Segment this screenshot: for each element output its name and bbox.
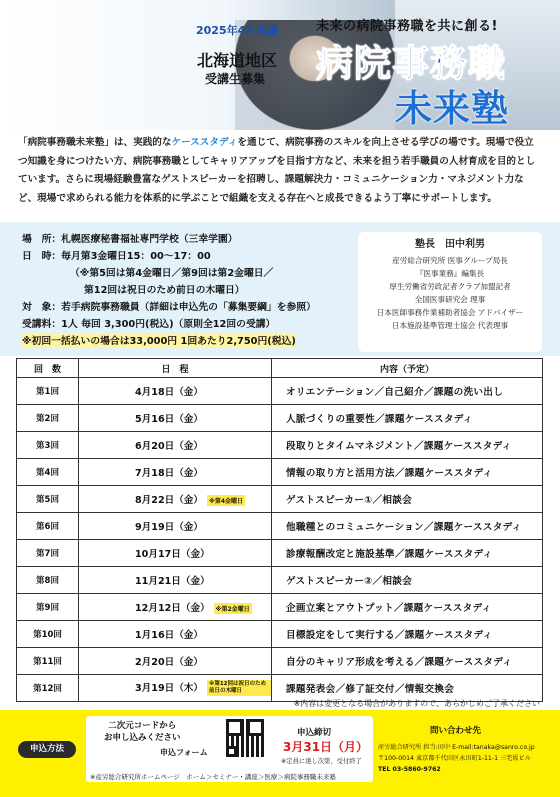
session-no: 第3回 bbox=[17, 432, 79, 459]
table-row bbox=[17, 486, 543, 513]
profile-line: 日本医師事務作業補助者協会 アドバイザー bbox=[376, 308, 524, 317]
session-no: 第9回 bbox=[17, 594, 79, 621]
slogan: 未来の病院事務職を共に創る! bbox=[316, 19, 498, 34]
profile-line: 『医事業務』編集長 bbox=[415, 269, 485, 278]
contact-address: 〒100-0014 東京都千代田区永田町1-11-1 三宅坂ビル bbox=[378, 755, 531, 762]
deadline-date: 3月31日（月） bbox=[283, 740, 369, 754]
table-row bbox=[17, 378, 543, 405]
session-no: 第11回 bbox=[17, 648, 79, 675]
schedule-header-row bbox=[17, 359, 543, 378]
contact-title: 問い合わせ先 bbox=[430, 726, 482, 736]
session-date bbox=[79, 621, 272, 648]
lump-sum-line: ※初回一括払いの場合は33,000円 1回あたり2,750円(税込) bbox=[22, 333, 296, 347]
header-content: 内容（予定） bbox=[272, 359, 543, 378]
qr-lead-line1: 二次元コードから bbox=[108, 721, 177, 731]
website-path: ※産労総合研究所ホームページ ホーム＞セミナー・講座＞医療＞病院事務職未来塾 bbox=[90, 773, 336, 781]
date-text: 4月18日（金） bbox=[135, 387, 203, 398]
table-row bbox=[17, 405, 543, 432]
session-no: 第6回 bbox=[17, 513, 79, 540]
session-content: ゲストスピーカー②／相談会 bbox=[272, 567, 543, 594]
session-date bbox=[79, 648, 272, 675]
session-content: 人脈づくりの重要性／課題ケーススタディ bbox=[272, 405, 543, 432]
intro-text-1: 「病院事務職未来塾」は、実践的な bbox=[18, 137, 172, 148]
date-text: 3月19日（木） bbox=[135, 683, 203, 694]
qr-lead-line2: お申し込みください bbox=[104, 733, 181, 743]
session-no: 第1回 bbox=[17, 378, 79, 405]
page-title-line1: 病院事務職 bbox=[316, 42, 506, 85]
recruit-label: 受講生募集 bbox=[205, 72, 266, 86]
session-no: 第10回 bbox=[17, 621, 79, 648]
session-no: 第12回 bbox=[17, 675, 79, 702]
session-date bbox=[79, 405, 272, 432]
qr-finder-icon bbox=[226, 746, 237, 757]
session-content: 自分のキャリア形成を考える／課題ケーススタディ bbox=[272, 648, 543, 675]
session-content: ゲストスピーカー①／相談会 bbox=[272, 486, 543, 513]
deadline-label: 申込締切 bbox=[297, 728, 332, 738]
contact-details bbox=[378, 742, 535, 775]
session-date bbox=[79, 675, 272, 702]
profile-line: 厚生労働省労政記者クラブ加盟記者 bbox=[389, 282, 511, 291]
time-note-2: 第12回は祝日のため前日の木曜日） bbox=[84, 285, 245, 296]
date-text: 2月20日（金） bbox=[135, 657, 203, 668]
date-text: 9月19日（金） bbox=[135, 522, 203, 533]
table-row bbox=[17, 513, 543, 540]
page-title-line2: 未来塾 bbox=[395, 87, 509, 130]
schedule-table bbox=[16, 358, 543, 702]
qr-instruction bbox=[104, 720, 181, 744]
session-content: 他職種とのコミュニケーション／課題ケーススタディ bbox=[272, 513, 543, 540]
time-line: 日 時：毎月第3金曜日15：00～17：00 bbox=[22, 251, 211, 262]
table-row bbox=[17, 621, 543, 648]
session-date bbox=[79, 459, 272, 486]
date-badge: ※第2金曜日 bbox=[214, 603, 252, 614]
table-row bbox=[17, 459, 543, 486]
date-text: 1月16日（金） bbox=[135, 630, 203, 641]
table-row bbox=[17, 540, 543, 567]
start-date-label: 2025年4月開講 bbox=[196, 24, 279, 37]
session-content: オリエンテーション／自己紹介／課題の洗い出し bbox=[272, 378, 543, 405]
session-content: 課題発表会／修了証交付／情報交換会 bbox=[272, 675, 543, 702]
disclaimer-note: ※内容は変更となる場合がありますので、あらかじめご了承ください bbox=[293, 699, 540, 708]
table-row bbox=[17, 594, 543, 621]
date-text: 10月17日（金） bbox=[135, 549, 210, 560]
profile-line: 日本施設基準管理士協会 代表理事 bbox=[391, 321, 509, 330]
session-date bbox=[79, 540, 272, 567]
session-no: 第8回 bbox=[17, 567, 79, 594]
date-text: 11月21日（金） bbox=[135, 576, 210, 587]
table-row bbox=[17, 648, 543, 675]
date-text: 6月20日（金） bbox=[135, 441, 203, 452]
contact-phone: TEL 03-5860-9762 bbox=[378, 766, 441, 773]
session-content: 診療報酬改定と施設基準／課題ケーススタディ bbox=[272, 540, 543, 567]
intro-highlight: ケーススタディ bbox=[171, 137, 238, 148]
session-date bbox=[79, 378, 272, 405]
session-no: 第5回 bbox=[17, 486, 79, 513]
director-profile bbox=[358, 232, 542, 352]
contact-email: 産労総合研究所 担当:田中 E-mail:tanaka@sanro.co.jp bbox=[378, 744, 535, 751]
qr-code-icon[interactable] bbox=[226, 719, 264, 757]
header-no: 回 数 bbox=[17, 359, 79, 378]
fee-line: 受講料：1人 毎回 3,300円(税込)（原則全12回の受講） bbox=[22, 319, 276, 330]
header-date: 日 程 bbox=[79, 359, 272, 378]
profile-line: 産労総合研究所 医事グループ局長 bbox=[392, 256, 508, 265]
date-badge: ※第4金曜日 bbox=[207, 495, 245, 506]
time-note-1: （※第5回は第4金曜日／第9回は第2金曜日／ bbox=[70, 268, 274, 279]
venue-line: 場 所：札幌医療秘書福祉専門学校（三幸学園） bbox=[22, 234, 238, 245]
session-content: 情報の取り方と活用方法／課題ケーススタディ bbox=[272, 459, 543, 486]
table-row bbox=[17, 567, 543, 594]
session-date bbox=[79, 567, 272, 594]
target-line: 対 象：若手病院事務職員（詳細は申込先の「募集要綱」を参照） bbox=[22, 302, 316, 313]
intro-text-2: を通じて、病院事務のスキルを向上させる学びの場です。現場で役立つ知識を身につけたい方、病院事務職としてキャリアアップを目指す方など、未来を担う若手職員の人材育成を目的としています。さらに現場経験豊富なゲストスピーカーを招聘し、課題解決力・コミュニケーション力・マネジメント力など、現場で求められる能力を体系的に学ぶことで組織を支える存在へと成長できるよう丁寧にサポートします。 bbox=[18, 137, 536, 204]
session-no: 第2回 bbox=[17, 405, 79, 432]
date-text: 7月18日（金） bbox=[135, 468, 203, 479]
apply-method-label: 申込方法 bbox=[18, 741, 76, 758]
date-text: 5月16日（金） bbox=[135, 414, 203, 425]
session-content: 目標設定をして実行する／課題ケーススタディ bbox=[272, 621, 543, 648]
session-date bbox=[79, 513, 272, 540]
area-label: 北海道地区 bbox=[197, 51, 278, 70]
session-date bbox=[79, 486, 272, 513]
intro-paragraph bbox=[18, 134, 542, 208]
session-content: 企画立案とアウトプット／課題ケーススタディ bbox=[272, 594, 543, 621]
session-content: 段取りとタイムマネジメント／課題ケーススタディ bbox=[272, 432, 543, 459]
form-label: 申込フォーム bbox=[160, 748, 208, 757]
session-no: 第4回 bbox=[17, 459, 79, 486]
date-text: 12月12日（金） bbox=[135, 603, 210, 614]
session-date bbox=[79, 594, 272, 621]
director-name: 塾長 田中利男 bbox=[415, 239, 485, 250]
session-no: 第7回 bbox=[17, 540, 79, 567]
profile-line: 全国医事研究会 理事 bbox=[414, 295, 486, 304]
date-badge: ※第12回は祝日のため前日の木曜日 bbox=[207, 680, 271, 696]
deadline-note: ※定員に達し次第、受付終了 bbox=[281, 758, 362, 765]
date-text: 8月22日（金） bbox=[135, 495, 203, 506]
session-date bbox=[79, 432, 272, 459]
table-row bbox=[17, 432, 543, 459]
